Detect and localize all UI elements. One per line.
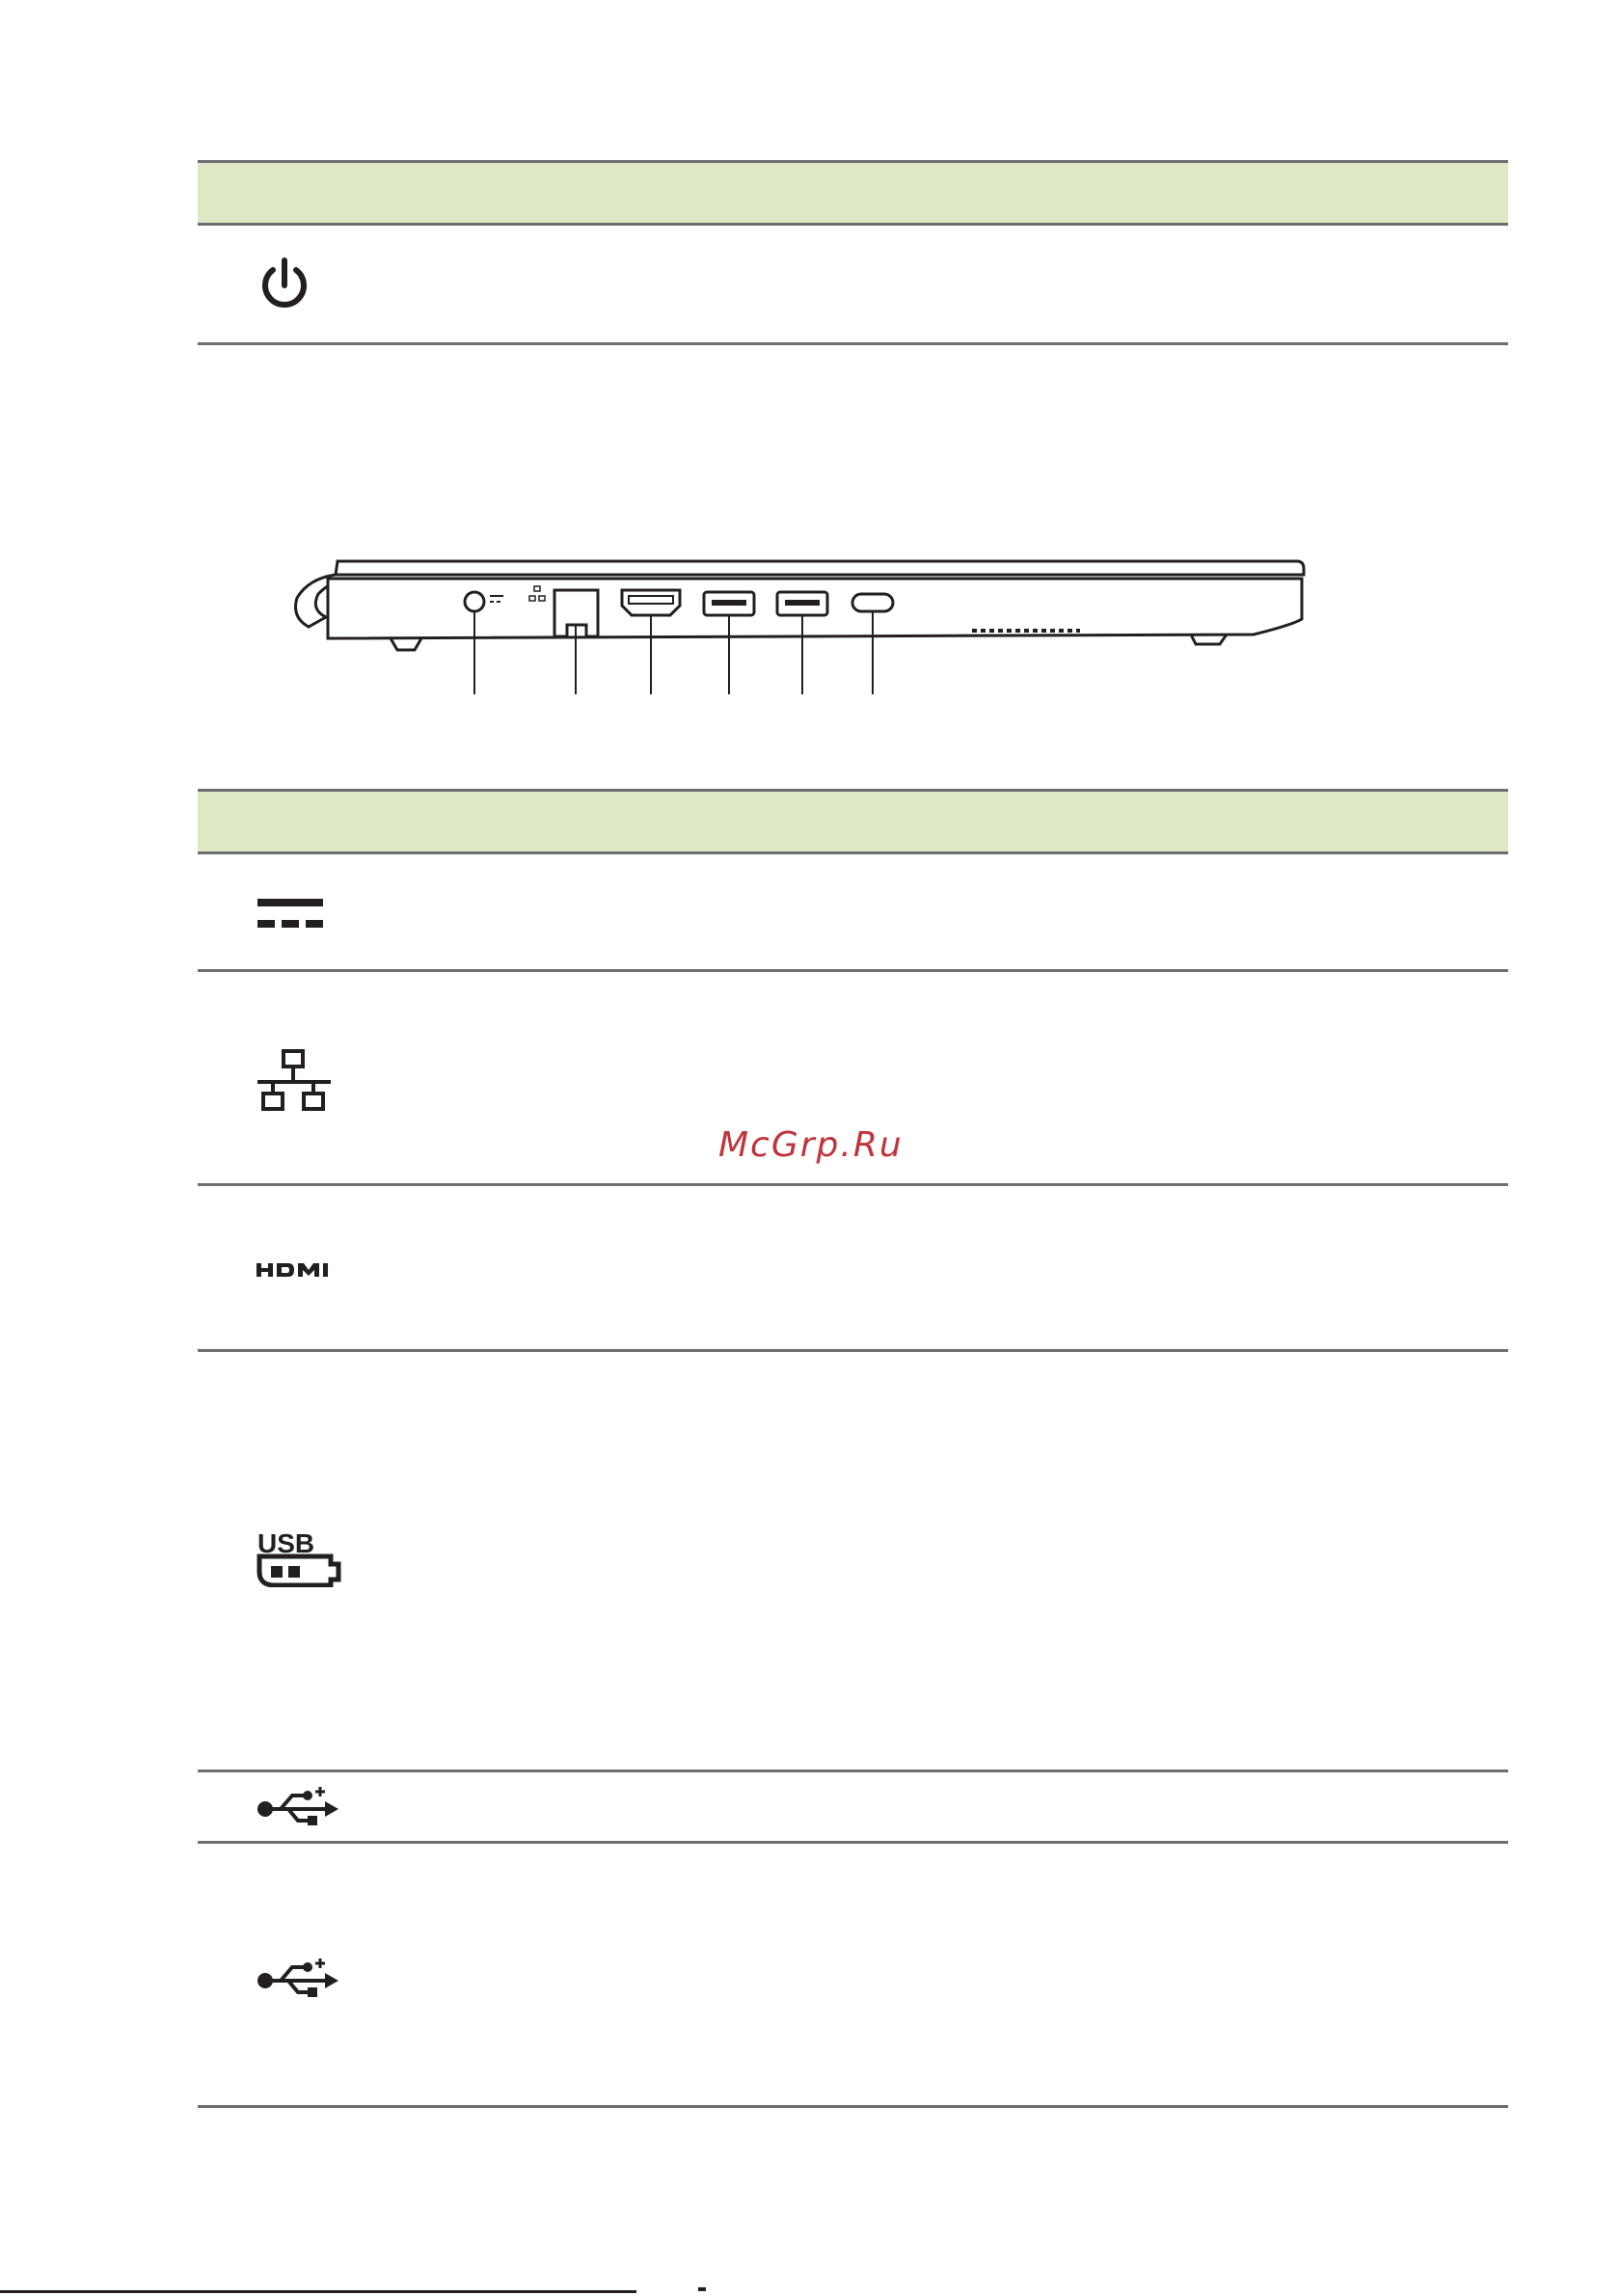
table-row bbox=[198, 1186, 1508, 1352]
watermark: McGrp.Ru bbox=[718, 1125, 904, 1165]
hdmi-port bbox=[622, 590, 680, 615]
table-header bbox=[198, 160, 1508, 226]
footer-mark bbox=[698, 2287, 706, 2291]
dc-in-icon bbox=[256, 897, 325, 935]
power-icon bbox=[256, 255, 313, 316]
svg-text:USB: USB bbox=[257, 1529, 315, 1558]
table-row bbox=[198, 854, 1508, 972]
usb-charging-port bbox=[704, 592, 754, 615]
usb-c-port bbox=[852, 594, 893, 611]
usb-charging-icon bbox=[256, 1529, 344, 1587]
hdmi-icon bbox=[256, 1261, 337, 1279]
usb-icon bbox=[256, 1786, 342, 1826]
usb-icon bbox=[256, 1958, 342, 1998]
table-row bbox=[198, 1352, 1508, 1772]
table-header bbox=[198, 789, 1508, 854]
table-row bbox=[198, 1844, 1508, 2108]
footer-rule bbox=[0, 2290, 636, 2293]
ethernet-icon bbox=[256, 1049, 333, 1117]
table-row bbox=[198, 226, 1508, 345]
laptop-side-view bbox=[289, 550, 1311, 709]
usb-port bbox=[777, 592, 827, 615]
table-row bbox=[198, 1772, 1508, 1844]
